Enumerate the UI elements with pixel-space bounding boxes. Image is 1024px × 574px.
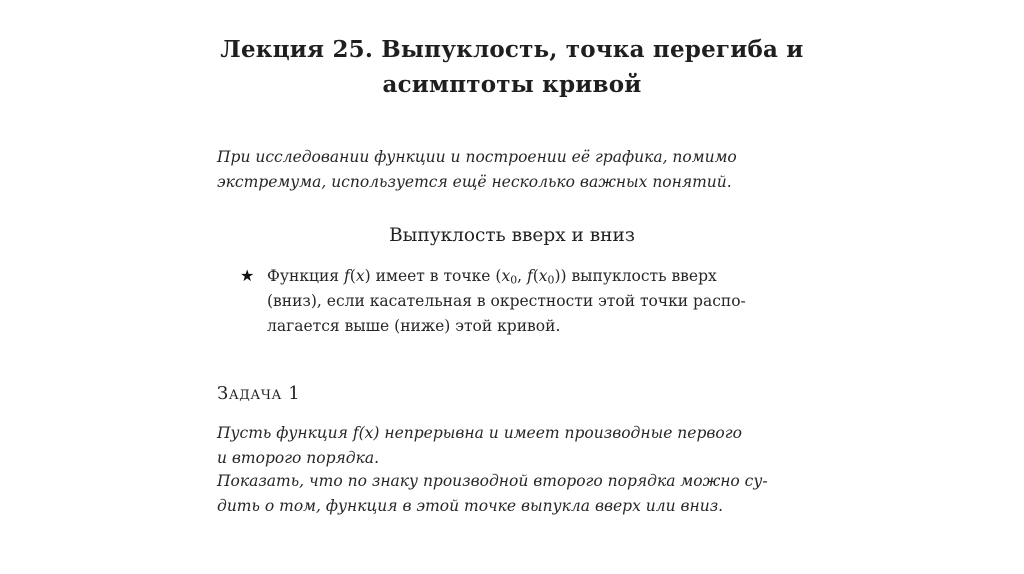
task-line-3: Показать, что по знаку производной второго порядка можно су-: [217, 472, 768, 490]
task-text: Пусть функция: [217, 424, 353, 442]
math-f: f: [526, 267, 533, 285]
math-x0: x: [538, 267, 548, 285]
definition-line-3: лагается выше (ниже) этой кривой.: [267, 317, 561, 335]
task-line-4: дить о том, функция в этой точке выпукла вверх или вниз.: [217, 497, 724, 515]
math-paren: (: [358, 424, 365, 442]
task-line-2: и второго порядка.: [217, 449, 380, 467]
math-f: f: [344, 267, 350, 285]
math-x: x: [364, 424, 374, 442]
task-text: непрерывна и имеет производные первого: [379, 424, 742, 442]
task-heading: Задача 1: [217, 383, 301, 404]
section-heading: Выпуклость вверх и вниз: [389, 225, 635, 246]
math-x0: x: [501, 267, 511, 285]
math-paren: (: [532, 267, 539, 285]
math-comma: ,: [517, 267, 527, 285]
math-subscript: 0: [547, 273, 555, 287]
math-x: x: [355, 267, 365, 285]
math-paren: ): [373, 424, 380, 442]
math-f: f: [352, 424, 359, 442]
definition-line-2: (вниз), если касательная в окрестности этой точки распо-: [267, 292, 746, 310]
definition-text: Функция: [267, 267, 345, 285]
definition-text: имеет в точке (: [370, 267, 502, 285]
task-line-1: [217, 421, 742, 445]
lecture-title-line-1: Лекция 25. Выпуклость, точка перегиба и: [220, 36, 804, 63]
intro-text-line-2: экстремума, используется ещё несколько важных понятий.: [217, 173, 732, 191]
star-icon: ★: [240, 266, 255, 285]
math-subscript: 0: [510, 273, 518, 287]
definition-text: )) выпуклость вверх: [554, 267, 717, 285]
lecture-title-line-2: асимптоты кривой: [382, 71, 642, 98]
intro-text-line-1: При исследовании функции и построении её графика, помимо: [217, 148, 737, 166]
math-paren: ): [364, 267, 371, 285]
math-paren: (: [349, 267, 356, 285]
